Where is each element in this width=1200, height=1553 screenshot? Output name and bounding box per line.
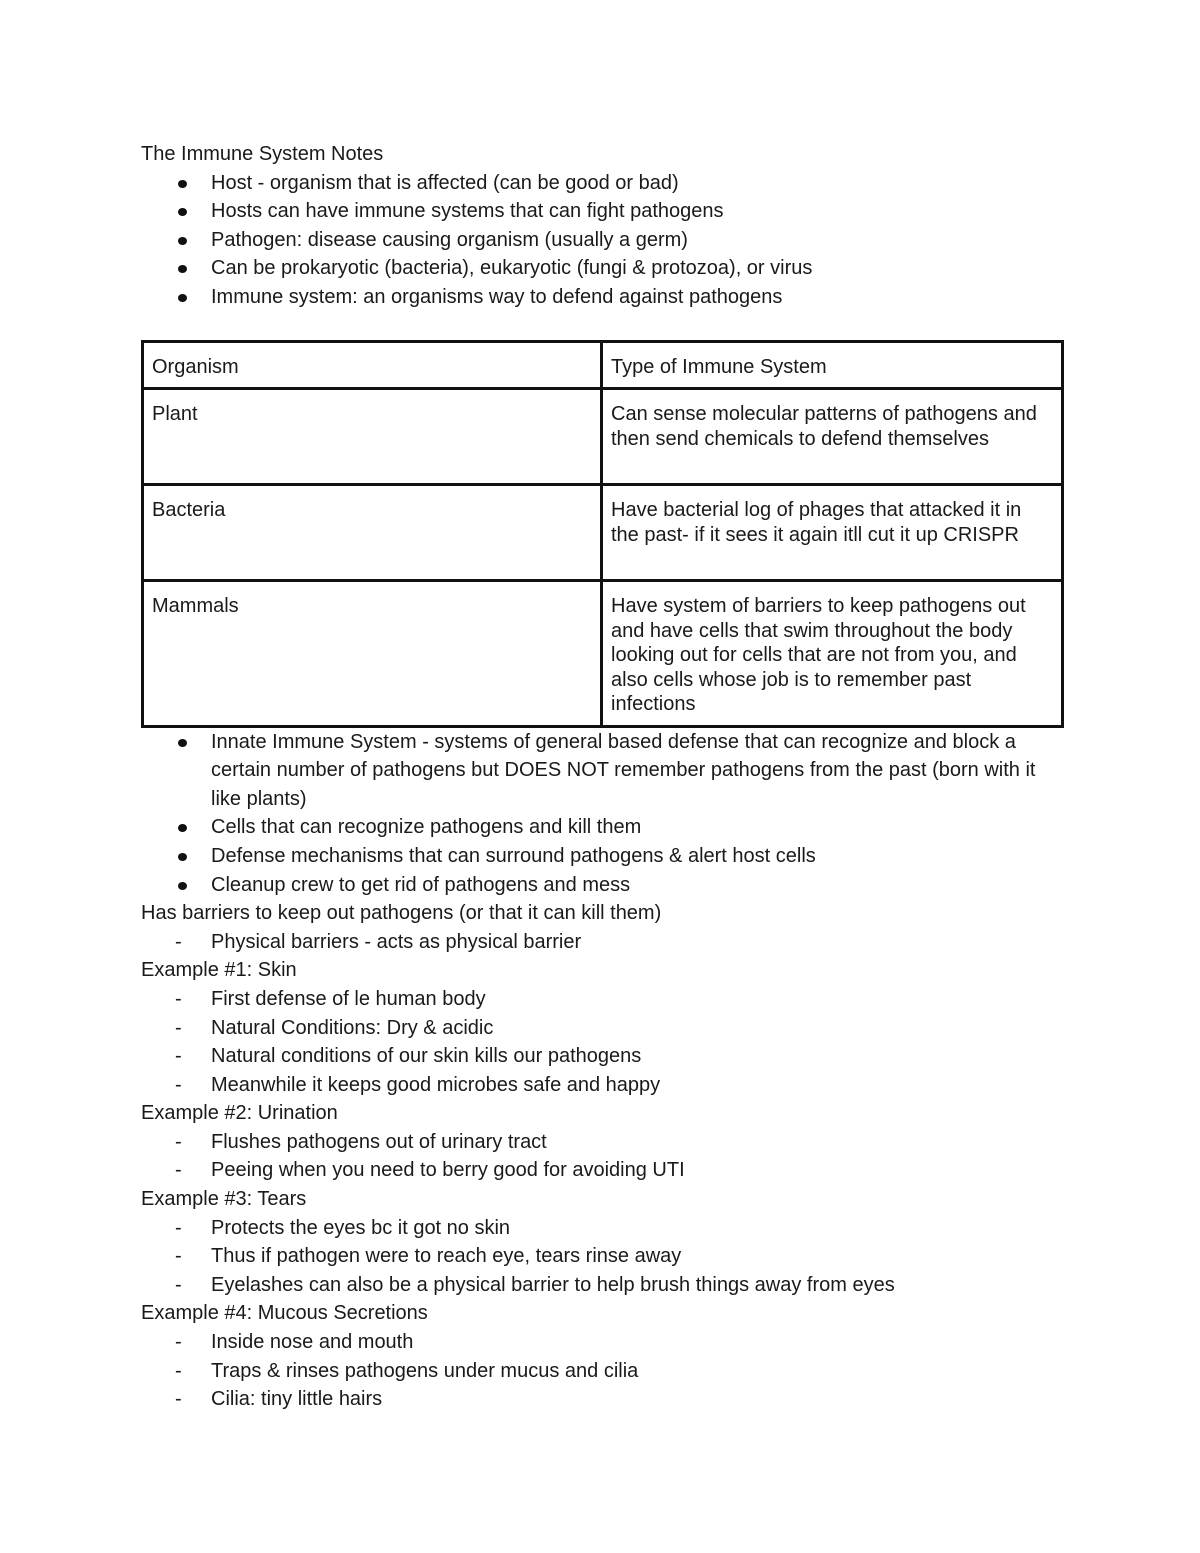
dash-marker: -: [175, 1388, 182, 1411]
list-item: Immune system: an organisms way to defend against pathogens: [141, 283, 1061, 312]
dash-marker: -: [175, 1359, 182, 1382]
list-item: - Natural Conditions: Dry & acidic: [141, 1014, 1061, 1043]
dash-marker: -: [175, 1159, 182, 1182]
section-heading: Example #3: Tears: [141, 1188, 307, 1211]
list-item: - Natural conditions of our skin kills our pathogens: [141, 1042, 1061, 1071]
list-item: - Traps & rinses pathogens under mucus and cilia: [141, 1357, 1061, 1386]
list-item: - Protects the eyes bc it got no skin: [141, 1214, 1061, 1243]
table-row: [143, 389, 1063, 485]
list-item: - First defense of le human body: [141, 985, 1061, 1014]
table-cell-type: Have bacterial log of phages that attacked it in the past- if it sees it again itll cut it up CRISPR: [602, 485, 1063, 581]
list-item: - Inside nose and mouth: [141, 1328, 1061, 1357]
list-item: Hosts can have immune systems that can fight pathogens: [141, 197, 1061, 226]
table-row: [143, 581, 1063, 727]
section-heading: Example #4: Mucous Secretions: [141, 1302, 428, 1325]
example-dash-list: [141, 1128, 1061, 1185]
bullet-dot-icon: [178, 739, 187, 747]
bullet-dot-icon: [178, 265, 187, 273]
table-header-row: [143, 341, 1063, 389]
bullet-dot-icon: [178, 882, 187, 890]
list-item: Cleanup crew to get rid of pathogens and mess: [141, 871, 1061, 900]
bullet-dot-icon: [178, 237, 187, 245]
dash-marker: -: [175, 1331, 182, 1354]
dash-marker: -: [175, 1130, 182, 1153]
dash-marker: -: [175, 1245, 182, 1268]
dash-marker: -: [175, 1216, 182, 1239]
document-title: The Immune System Notes: [141, 143, 384, 165]
list-item: Pathogen: disease causing organism (usually a germ): [141, 226, 1061, 255]
example-dash-list: [141, 1214, 1061, 1300]
dash-marker: -: [175, 930, 182, 953]
list-item: Cells that can recognize pathogens and kill them: [141, 813, 1061, 842]
table-header-cell: Type of Immune System: [602, 341, 1063, 389]
table-cell-type: Have system of barriers to keep pathogens out and have cells that swim throughout the body looking out for cells that are not from you, and also cells whose job is to remember past infections: [602, 581, 1063, 727]
dash-marker: -: [175, 1073, 182, 1096]
intro-bullet-list: [141, 169, 1061, 312]
table-cell-organism: Plant: [143, 389, 602, 485]
dash-marker: -: [175, 1273, 182, 1296]
list-item: Innate Immune System - systems of general based defense that can recognize and block a certain number of pathogens but DOES NOT remember pathogens from the past (born with it like plants): [141, 728, 1061, 814]
bullet-dot-icon: [178, 208, 187, 216]
section-heading: Example #2: Urination: [141, 1102, 338, 1125]
bullet-dot-icon: [178, 294, 187, 302]
table-header-cell: Organism: [143, 341, 602, 389]
bullet-dot-icon: [178, 824, 187, 832]
list-item: - Eyelashes can also be a physical barrier to help brush things away from eyes: [141, 1271, 1061, 1300]
list-item: Defense mechanisms that can surround pathogens & alert host cells: [141, 842, 1061, 871]
list-item: - Peeing when you need to berry good for avoiding UTI: [141, 1156, 1061, 1185]
example-dash-list: [141, 1328, 1061, 1414]
section-heading: Has barriers to keep out pathogens (or that it can kill them): [141, 902, 662, 925]
list-item: - Cilia: tiny little hairs: [141, 1385, 1061, 1414]
innate-bullet-list: [141, 728, 1061, 900]
list-item: Can be prokaryotic (bacteria), eukaryotic (fungi & protozoa), or virus: [141, 254, 1061, 283]
bullet-dot-icon: [178, 180, 187, 188]
list-item: - Flushes pathogens out of urinary tract: [141, 1128, 1061, 1157]
barriers-dash-list: [141, 928, 1061, 957]
list-item: - Meanwhile it keeps good microbes safe and happy: [141, 1071, 1061, 1100]
immune-system-table: [141, 340, 1064, 728]
table-cell-type: Can sense molecular patterns of pathogens and then send chemicals to defend themselves: [602, 389, 1063, 485]
table-row: [143, 485, 1063, 581]
example-dash-list: [141, 985, 1061, 1099]
dash-marker: -: [175, 987, 182, 1010]
bullet-dot-icon: [178, 853, 187, 861]
table-cell-organism: Mammals: [143, 581, 602, 727]
section-heading: Example #1: Skin: [141, 959, 297, 982]
list-item: - Thus if pathogen were to reach eye, tears rinse away: [141, 1242, 1061, 1271]
list-item: - Physical barriers - acts as physical barrier: [141, 928, 1061, 957]
list-item: Host - organism that is affected (can be good or bad): [141, 169, 1061, 198]
document-page: [141, 140, 1061, 1414]
table-cell-organism: Bacteria: [143, 485, 602, 581]
dash-marker: -: [175, 1016, 182, 1039]
dash-marker: -: [175, 1045, 182, 1068]
